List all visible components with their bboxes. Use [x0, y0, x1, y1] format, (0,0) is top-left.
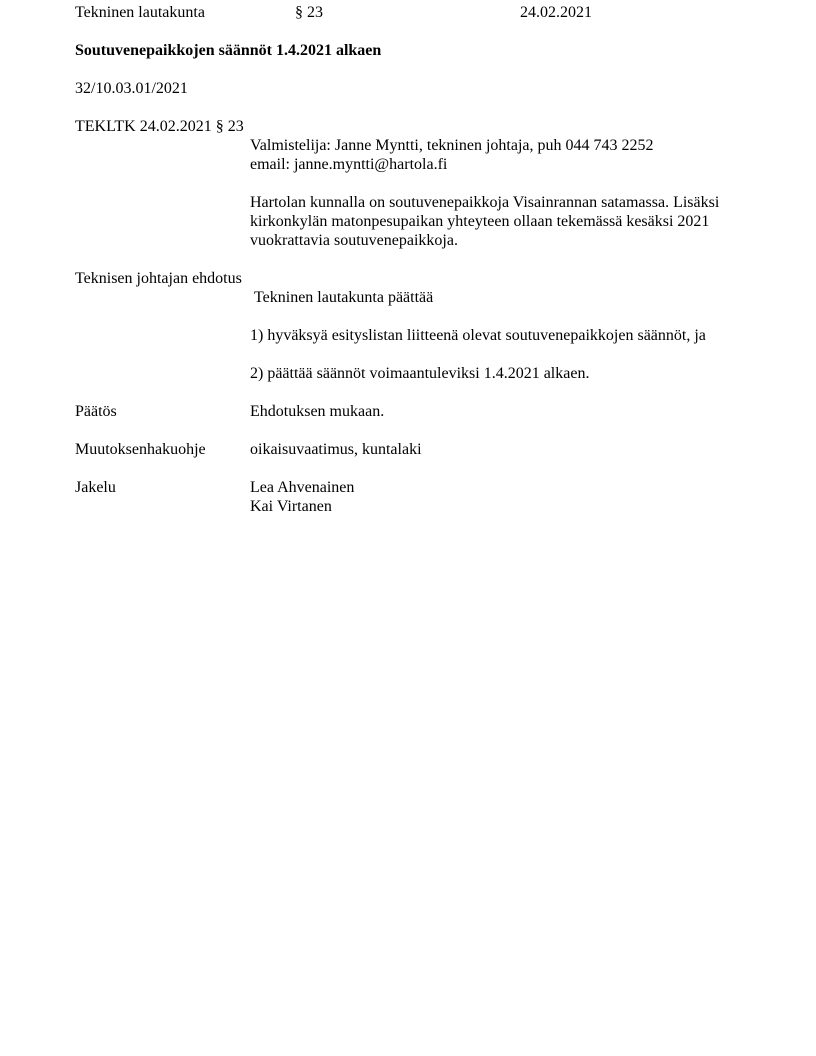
preparer-line: Valmistelija: Janne Myntti, tekninen johtaja, puh 044 743 2252: [250, 137, 654, 154]
document-title: Soutuvenepaikkojen säännöt 1.4.2021 alkaen: [75, 42, 382, 59]
document-header: [75, 3, 788, 22]
body-paragraph-line: vuokrattavia soutuvenepaikkoja.: [250, 232, 458, 249]
appeal-value: oikaisuvaatimus, kuntalaki: [250, 441, 422, 458]
appeal-row: [75, 440, 788, 459]
proposal-intro: Tekninen lautakunta päättää: [250, 289, 434, 306]
meeting-date: 24.02.2021: [520, 4, 592, 21]
distribution-row: [75, 478, 788, 516]
decision-label: Päätös: [75, 403, 117, 420]
section-block: [75, 117, 788, 174]
proposal-block: [75, 269, 788, 307]
case-number: 32/10.03.01/2021: [75, 80, 188, 97]
distribution-recipients: [250, 478, 788, 516]
committee-name: Tekninen lautakunta: [75, 4, 205, 21]
decision-row: [75, 402, 788, 421]
section-heading: TEKLTK 24.02.2021 § 23: [75, 118, 244, 135]
body-paragraph: [250, 193, 788, 250]
proposal-item-2: 2) päättää säännöt voimaantuleviksi 1.4.2021 alkaen.: [250, 365, 590, 382]
section-number: § 23: [295, 4, 323, 21]
preparer-block: [250, 136, 788, 174]
body-paragraph-line: kirkonkylän matonpesupaikan yhteyteen ollaan tekemässä kesäksi 2021: [250, 213, 710, 230]
distribution-recipient: Lea Ahvenainen: [250, 479, 355, 496]
appeal-label: Muutoksenhakuohje: [75, 441, 206, 458]
preparer-email: email: janne.myntti@hartola.fi: [250, 156, 448, 173]
proposal-label: Teknisen johtajan ehdotus: [75, 270, 242, 287]
body-paragraph-line: Hartolan kunnalla on soutuvenepaikkoja Visainrannan satamassa. Lisäksi: [250, 194, 720, 211]
distribution-label: Jakelu: [75, 479, 116, 496]
proposal-item-1: 1) hyväksyä esityslistan liitteenä olevat soutuvenepaikkojen säännöt, ja: [250, 327, 706, 344]
distribution-recipient: Kai Virtanen: [250, 498, 332, 515]
decision-value: Ehdotuksen mukaan.: [250, 403, 385, 420]
